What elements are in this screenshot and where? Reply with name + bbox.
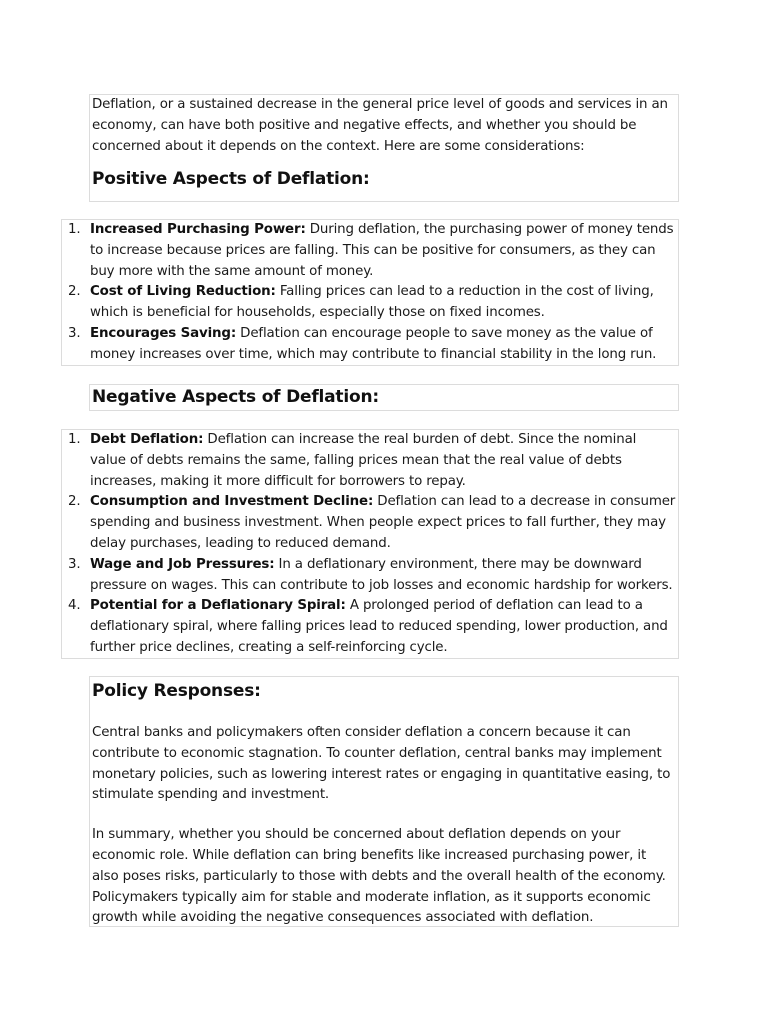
list-text: A prolonged period of deflation can lead to a deflationary spiral, where falling prices lead to reduced spending, lower production, and further price declines, creating a self-reinforcing cycle. [90, 598, 668, 655]
list-text: Deflation can increase the real burden of debt. Since the nominal value of debts remains the same, falling prices mean that the real value of debts increases, making it more difficult for borrowers to repay. [90, 432, 637, 489]
list-number: 2. [68, 284, 81, 300]
list-number: 1. [68, 222, 81, 237]
list-item [62, 555, 676, 597]
list-item [62, 282, 676, 324]
summary-paragraph: In summary, whether you should be concerned about deflation depends on your economic role. While deflation can bring benefits like increased purchasing power, it also poses risks, particularly to those with debts and the overall health of the economy. Policymakers typically aim for stable and moderate inflation, as it supports economic growth while avoiding the negative consequences associated with deflation. [92, 827, 666, 926]
list-item [62, 492, 676, 554]
list-term: Encourages Saving: [90, 325, 237, 341]
list-item [62, 324, 676, 366]
list-item [62, 596, 676, 658]
negative-heading-block [89, 384, 679, 411]
list-number: 1. [68, 432, 81, 447]
negative-heading: Negative Aspects of Deflation: [92, 387, 379, 407]
list-number: 4. [68, 598, 81, 614]
positive-list-block [61, 219, 679, 366]
list-text: During deflation, the purchasing power of money tends to increase because prices are falling. This can be positive for consumers, as they can buy more with the same amount of money. [90, 222, 674, 279]
list-term: Increased Purchasing Power: [90, 222, 306, 237]
list-term: Debt Deflation: [90, 432, 204, 447]
list-number: 3. [68, 325, 81, 341]
list-text: Deflation can lead to a decrease in consumer spending and business investment. When people expect prices to fall further, they may delay purchases, leading to reduced demand. [90, 494, 676, 551]
policy-paragraph: Central banks and policymakers often consider deflation a concern because it can contribute to economic stagnation. To counter deflation, central banks may implement monetary policies, such as lowering interest rates or engaging in quantitative easing, to stimulate spending and investment. [92, 725, 671, 803]
policy-heading: Policy Responses: [92, 681, 261, 701]
list-term: Consumption and Investment Decline: [90, 494, 374, 510]
list-text: Falling prices can lead to a reduction in the cost of living, which is beneficial for households, especially those on fixed incomes. [90, 284, 654, 321]
intro-paragraph: Deflation, or a sustained decrease in the general price level of goods and services in an economy, can have both positive and negative effects, and whether you should be concerned about it depends on the context. Here are some considerations: [92, 97, 668, 154]
negative-list-block [61, 429, 679, 659]
list-text: In a deflationary environment, there may be downward pressure on wages. This can contribute to job losses and economic hardship for workers. [90, 556, 673, 593]
list-text: Deflation can encourage people to save money as the value of money increases over time, which may contribute to financial stability in the long run. [90, 325, 657, 362]
intro-block [89, 94, 679, 202]
list-item [62, 430, 676, 492]
list-term: Cost of Living Reduction: [90, 284, 276, 300]
positive-heading: Positive Aspects of Deflation: [92, 169, 370, 190]
list-term: Wage and Job Pressures: [90, 556, 275, 572]
list-number: 3. [68, 556, 81, 572]
list-number: 2. [68, 494, 81, 510]
positive-list [62, 220, 676, 366]
list-term: Potential for a Deflationary Spiral: [90, 598, 346, 614]
list-item [62, 220, 676, 282]
policy-block [89, 676, 679, 927]
negative-list [62, 430, 676, 659]
